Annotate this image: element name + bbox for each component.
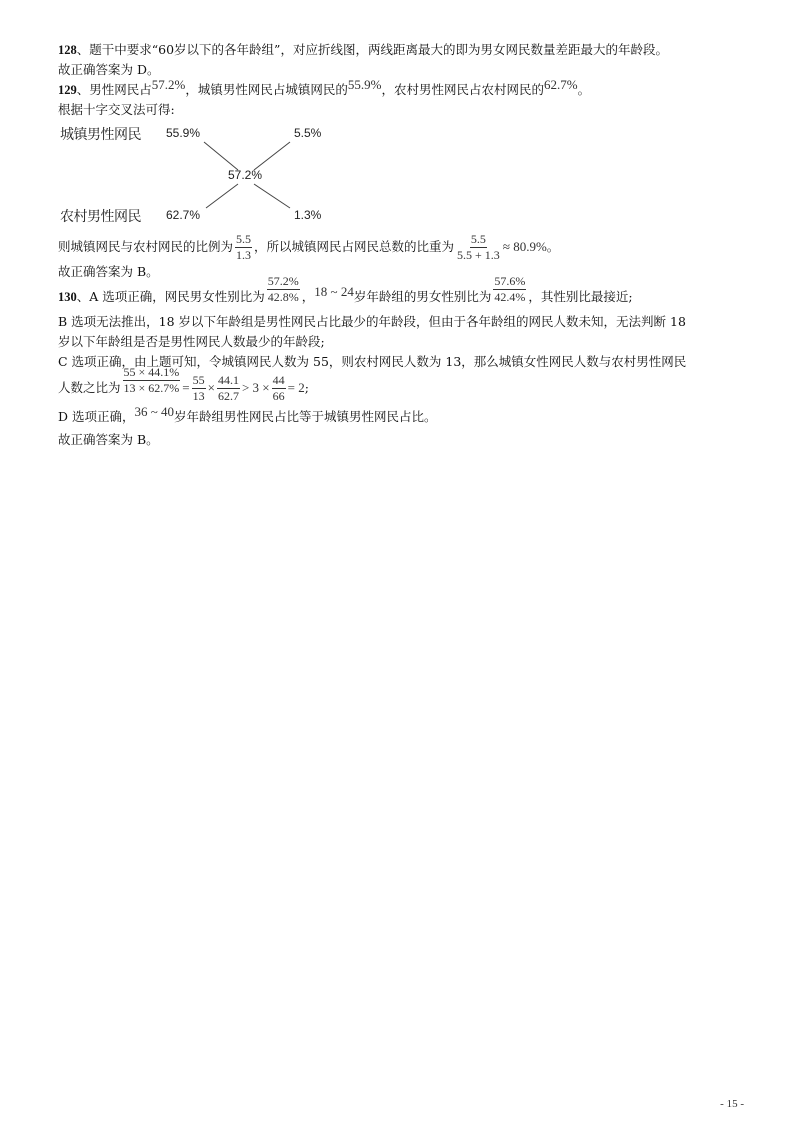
value-center: 57.2% [228, 168, 263, 182]
result-value: = 2 [287, 380, 305, 395]
fraction-numerator: 55 × 44.1% [123, 365, 180, 379]
c-fraction-4 [272, 374, 286, 403]
c-fraction-3 [217, 374, 240, 403]
c-fraction-2 [192, 374, 206, 403]
question-number: 129 [58, 83, 77, 97]
fraction-numerator: 55 [192, 373, 205, 387]
fraction-denominator: 66 [272, 389, 285, 403]
question-separator: 、 [76, 42, 90, 57]
q129-text-3: ，农村男性网民占农村网民的 [381, 82, 544, 97]
q129-text-1: 男性网民占 [89, 82, 152, 97]
q128-answer: 故正确答案为 D。 [58, 62, 160, 77]
fraction-numerator: 57.2% [267, 274, 299, 288]
fraction-numerator: 44.1 [217, 373, 239, 387]
value-bottom-left: 62.7% [166, 208, 201, 222]
q130-option-b-line-2: 岁以下年龄组是否是男性网民人数最少的年龄段; [58, 334, 325, 349]
ratio-fraction [235, 233, 252, 262]
fraction-denominator: 5.5 + 1.3 [457, 248, 500, 262]
fraction-numerator: 5.5 [236, 232, 252, 246]
q129-text-2: ，城镇男性网民占城镇网民的 [185, 82, 348, 97]
value-top-right: 5.5% [294, 126, 322, 140]
option-a-text-1: A 选项正确，网民男女性别比为 [89, 289, 265, 304]
math-male-share: 57.2% [151, 77, 186, 92]
option-a-text-2: 岁年龄组的男女性别比为 [353, 289, 492, 304]
question-number: 130 [58, 290, 77, 304]
semicolon: ; [304, 380, 309, 395]
q130-option-c-line-1: C 选项正确，由上题可知，令城镇网民人数为 55，则农村网民人数为 13，那么城镇女性网民人数与农村男性网民 [58, 354, 687, 369]
question-number: 128 [58, 43, 77, 57]
fraction-denominator: 62.7 [217, 389, 239, 403]
option-d-text-2: 岁年龄组男性网民占比等于城镇男性网民占比。 [174, 409, 437, 424]
period: 。 [546, 239, 560, 254]
fraction-denominator: 1.3 [236, 248, 252, 262]
comma: ， [301, 289, 315, 304]
fraction-numerator: 44 [272, 373, 285, 387]
page-number: - 15 - [720, 1098, 744, 1110]
option-a-text-3: ，其性别比最接近; [528, 289, 633, 304]
value-top-left: 55.9% [166, 126, 201, 140]
q128-question [58, 40, 758, 60]
q129-method: 根据十字交叉法可得: [58, 102, 175, 117]
question-separator: 、 [76, 82, 90, 97]
age-group-ratio-fraction [493, 275, 526, 304]
label-rural-male: 农村男性网民 [60, 208, 141, 224]
q129-question [58, 77, 758, 100]
fraction-denominator: 42.8% [267, 290, 299, 304]
fraction-denominator: 13 × 62.7% [123, 381, 180, 395]
value-bottom-right: 1.3% [294, 208, 322, 222]
ratio-text: 则城镇网民与农村网民的比例为 [58, 239, 234, 254]
share-fraction [456, 233, 501, 262]
math-rural-male-share: 62.7% [544, 77, 578, 92]
q129-text-4: 。 [577, 82, 591, 97]
gender-ratio-fraction [267, 275, 300, 304]
option-d-text-1: D 选项正确， [58, 409, 135, 424]
q130-answer: 故正确答案为 B。 [58, 432, 159, 447]
age-range-36-40: 36 ~ 40 [134, 404, 175, 419]
q128-text: 题干中要求“60岁以下的各年龄组”，对应折线图，两线距离最大的即为男女网民数量差距最大的年龄段。 [89, 42, 668, 57]
q129-ratio-line [58, 232, 758, 262]
share-result: ≈ 80.9% [502, 239, 547, 254]
age-range-18-24: 18 ~ 24 [314, 284, 354, 299]
document-page [58, 40, 758, 450]
math-urban-male-share: 55.9% [347, 77, 382, 92]
q130-option-b-line-1: B 选项无法推出，18 岁以下年龄组是男性网民占比最少的年龄段，但由于各年龄组的网民人数未知，无法判断 18 [58, 314, 686, 329]
times-sign: × [207, 380, 215, 395]
fraction-numerator: 5.5 [470, 232, 486, 246]
label-urban-male: 城镇男性网民 [60, 126, 141, 142]
question-separator: 、 [76, 289, 90, 304]
option-c-text: 人数之比为 [58, 380, 121, 395]
share-text: ，所以城镇网民占网民总数的比重为 [254, 239, 455, 254]
greater-than-expression: > 3 × [241, 380, 270, 395]
q129-answer: 故正确答案为 B。 [58, 264, 159, 279]
q130-option-a [58, 274, 758, 312]
fraction-denominator: 42.4% [494, 290, 526, 304]
q130-option-d [58, 404, 758, 430]
c-fraction-1 [123, 366, 181, 395]
cross-method-diagram [58, 122, 358, 228]
q130-option-c-line-2 [58, 365, 758, 404]
equals-sign: = [182, 380, 190, 395]
fraction-numerator: 57.6% [494, 274, 526, 288]
fraction-denominator: 13 [192, 389, 205, 403]
